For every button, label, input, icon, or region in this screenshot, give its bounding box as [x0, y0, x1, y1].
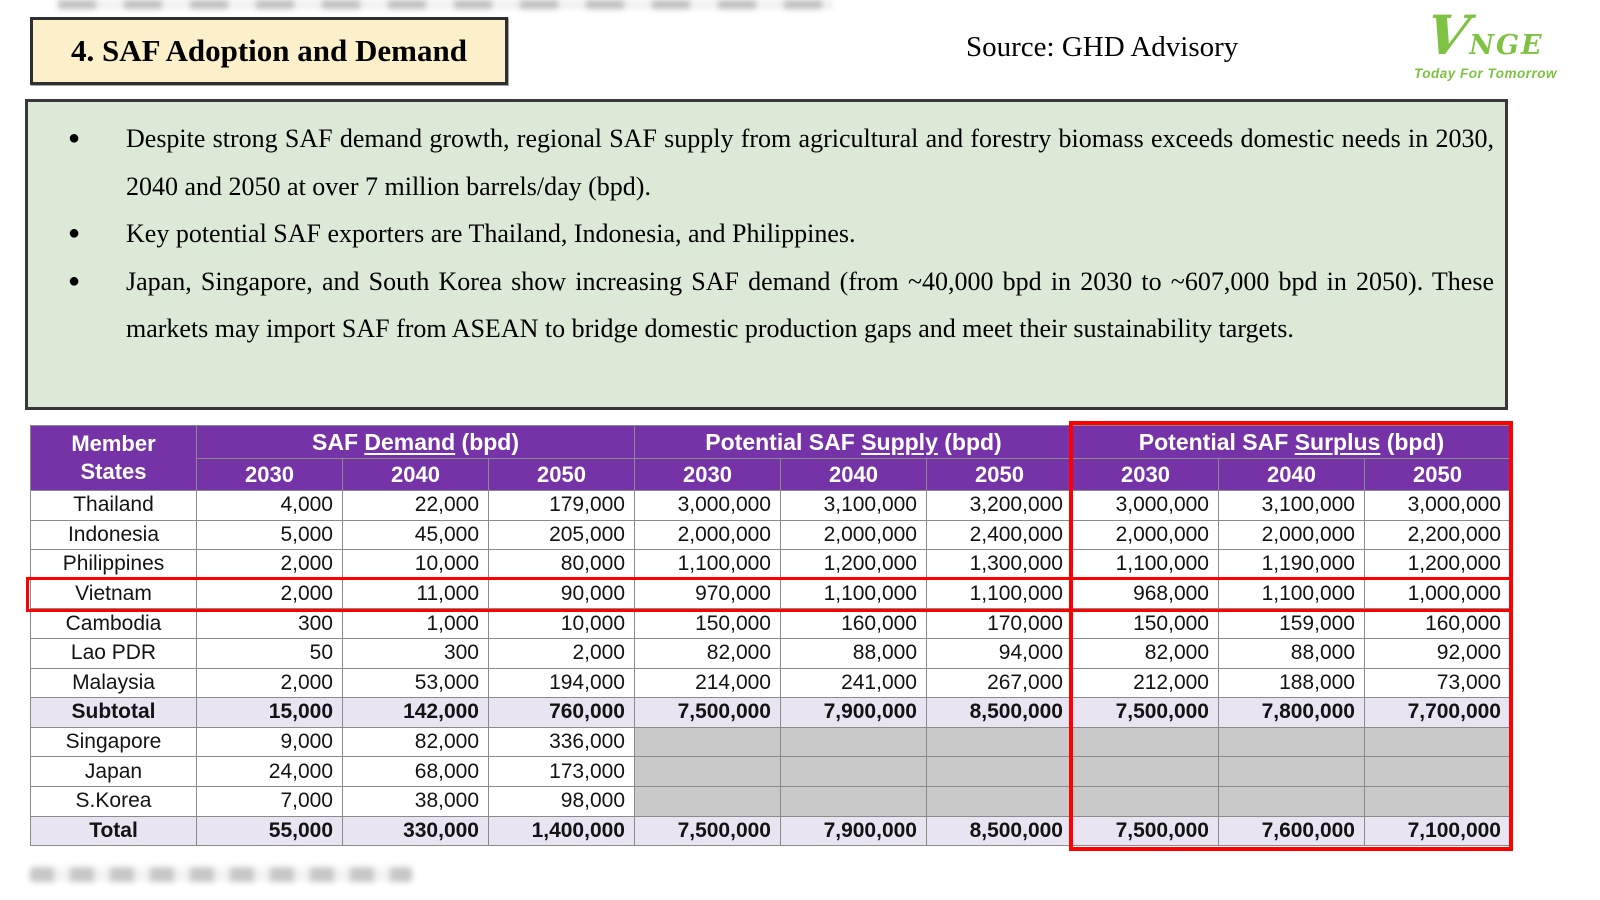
supply-value-cell: 3,200,000: [927, 491, 1073, 521]
col-header-year: 2040: [781, 459, 927, 491]
surplus-value-cell: 2,000,000: [1219, 520, 1365, 550]
surplus-value-cell: 159,000: [1219, 609, 1365, 639]
vnge-logo: [1413, 3, 1558, 81]
bullet-item: [28, 258, 1505, 353]
table-row-vietnam: [31, 579, 1511, 609]
table-row-indonesia: [31, 520, 1511, 550]
demand-value-cell: 10,000: [343, 550, 489, 580]
surplus-value-cell: 7,100,000: [1365, 816, 1511, 846]
bullet-text-import-markets: Japan, Singapore, and South Korea show increasing SAF demand (from ~40,000 bpd in 2030 to ~607,000 bpd in 2050). These markets may import SAF from ASEAN to bridge domestic production gaps and meet their sustainability targets.: [126, 266, 1494, 344]
surplus-value-cell: 7,800,000: [1219, 698, 1365, 728]
demand-value-cell: 7,000: [197, 786, 343, 816]
member-state-cell: Vietnam: [31, 579, 197, 609]
member-state-cell: Malaysia: [31, 668, 197, 698]
table-row-total: [31, 816, 1511, 846]
surplus-empty-cell: [1365, 727, 1511, 757]
surplus-empty-cell: [1219, 786, 1365, 816]
surplus-empty-cell: [1365, 757, 1511, 787]
supply-value-cell: 241,000: [781, 668, 927, 698]
surplus-value-cell: 160,000: [1365, 609, 1511, 639]
col-header-year: 2040: [343, 459, 489, 491]
col-header-year: 2030: [1073, 459, 1219, 491]
member-state-cell: S.Korea: [31, 786, 197, 816]
surplus-empty-cell: [1073, 727, 1219, 757]
demand-value-cell: 15,000: [197, 698, 343, 728]
member-state-cell: Lao PDR: [31, 638, 197, 668]
member-state-cell: Subtotal: [31, 698, 197, 728]
surplus-value-cell: 3,000,000: [1073, 491, 1219, 521]
supply-empty-cell: [781, 727, 927, 757]
supply-empty-cell: [781, 757, 927, 787]
surplus-empty-cell: [1219, 757, 1365, 787]
bullet-icon: ●: [68, 127, 81, 149]
supply-value-cell: 88,000: [781, 638, 927, 668]
table-body: [31, 491, 1511, 846]
table-row-malaysia: [31, 668, 1511, 698]
member-state-cell: Cambodia: [31, 609, 197, 639]
supply-value-cell: 3,000,000: [635, 491, 781, 521]
surplus-empty-cell: [1073, 786, 1219, 816]
col-group-potential-saf-surplus: Potential SAF Surplus (bpd): [1073, 426, 1511, 459]
table-row-japan: [31, 757, 1511, 787]
surplus-value-cell: 7,500,000: [1073, 816, 1219, 846]
logo-name-text: NGE: [1469, 30, 1544, 61]
demand-value-cell: 173,000: [489, 757, 635, 787]
member-state-cell: Japan: [31, 757, 197, 787]
demand-value-cell: 82,000: [343, 727, 489, 757]
demand-value-cell: 10,000: [489, 609, 635, 639]
logo-wordmark: [1413, 3, 1558, 67]
surplus-value-cell: 1,100,000: [1073, 550, 1219, 580]
demand-value-cell: 2,000: [197, 579, 343, 609]
surplus-value-cell: 188,000: [1219, 668, 1365, 698]
supply-value-cell: 8,500,000: [927, 816, 1073, 846]
member-header-line2: States: [80, 459, 147, 484]
surplus-value-cell: 7,500,000: [1073, 698, 1219, 728]
col-header-year: 2050: [1365, 459, 1511, 491]
source-text: Source: GHD Advisory: [966, 31, 1239, 63]
supply-value-cell: 150,000: [635, 609, 781, 639]
col-header-year: 2030: [635, 459, 781, 491]
surplus-value-cell: 1,190,000: [1219, 550, 1365, 580]
surplus-value-cell: 968,000: [1073, 579, 1219, 609]
demand-value-cell: 4,000: [197, 491, 343, 521]
supply-value-cell: 7,500,000: [635, 816, 781, 846]
demand-value-cell: 179,000: [489, 491, 635, 521]
bullet-item: [28, 210, 1505, 258]
surplus-empty-cell: [1365, 786, 1511, 816]
member-state-cell: Total: [31, 816, 197, 846]
supply-value-cell: 1,200,000: [781, 550, 927, 580]
bullet-item: [28, 115, 1505, 210]
demand-value-cell: 55,000: [197, 816, 343, 846]
bullet-text-key-exporters: Key potential SAF exporters are Thailand, Indonesia, and Philippines.: [126, 219, 856, 249]
demand-value-cell: 2,000: [197, 668, 343, 698]
member-state-cell: Singapore: [31, 727, 197, 757]
table-row-subtotal: [31, 698, 1511, 728]
col-group-potential-saf-supply: Potential SAF Supply (bpd): [635, 426, 1073, 459]
demand-value-cell: 68,000: [343, 757, 489, 787]
demand-value-cell: 1,400,000: [489, 816, 635, 846]
supply-value-cell: 160,000: [781, 609, 927, 639]
surplus-value-cell: 2,000,000: [1073, 520, 1219, 550]
supply-empty-cell: [927, 786, 1073, 816]
demand-value-cell: 38,000: [343, 786, 489, 816]
supply-value-cell: 3,100,000: [781, 491, 927, 521]
supply-value-cell: 7,900,000: [781, 816, 927, 846]
demand-value-cell: 9,000: [197, 727, 343, 757]
supply-value-cell: 970,000: [635, 579, 781, 609]
demand-value-cell: 22,000: [343, 491, 489, 521]
supply-value-cell: 7,900,000: [781, 698, 927, 728]
col-group-saf-demand: SAF Demand (bpd): [197, 426, 635, 459]
demand-value-cell: 90,000: [489, 579, 635, 609]
demand-value-cell: 2,000: [197, 550, 343, 580]
demand-value-cell: 194,000: [489, 668, 635, 698]
member-state-cell: Philippines: [31, 550, 197, 580]
col-header-year: 2050: [927, 459, 1073, 491]
surplus-value-cell: 7,600,000: [1219, 816, 1365, 846]
supply-empty-cell: [635, 727, 781, 757]
surplus-value-cell: 82,000: [1073, 638, 1219, 668]
surplus-empty-cell: [1219, 727, 1365, 757]
artifact-smudge-top: [58, 0, 833, 9]
supply-value-cell: 2,000,000: [781, 520, 927, 550]
demand-value-cell: 80,000: [489, 550, 635, 580]
supply-empty-cell: [635, 786, 781, 816]
member-header-line1: Member: [71, 431, 156, 456]
supply-value-cell: 1,100,000: [927, 579, 1073, 609]
table-row-cambodia: [31, 609, 1511, 639]
demand-value-cell: 1,000: [343, 609, 489, 639]
bullet-icon: ●: [68, 222, 81, 245]
logo-v-checkmark-icon: V: [1422, 3, 1474, 67]
surplus-value-cell: 3,100,000: [1219, 491, 1365, 521]
supply-value-cell: 214,000: [635, 668, 781, 698]
table-row-philippines: [31, 550, 1511, 580]
surplus-value-cell: 1,000,000: [1365, 579, 1511, 609]
demand-value-cell: 142,000: [343, 698, 489, 728]
col-header-member-states: [31, 426, 197, 491]
demand-value-cell: 45,000: [343, 520, 489, 550]
table-row-singapore: [31, 727, 1511, 757]
surplus-empty-cell: [1073, 757, 1219, 787]
supply-value-cell: 8,500,000: [927, 698, 1073, 728]
slide-title: 4. SAF Adoption and Demand: [71, 33, 467, 68]
saf-data-table: [30, 425, 1511, 846]
supply-value-cell: 2,000,000: [635, 520, 781, 550]
key-points-box: [25, 99, 1508, 410]
table-row-lao-pdr: [31, 638, 1511, 668]
demand-value-cell: 11,000: [343, 579, 489, 609]
demand-value-cell: 300: [197, 609, 343, 639]
group-header-row: [31, 426, 1511, 459]
supply-value-cell: 7,500,000: [635, 698, 781, 728]
supply-value-cell: 267,000: [927, 668, 1073, 698]
demand-value-cell: 2,000: [489, 638, 635, 668]
supply-value-cell: 2,400,000: [927, 520, 1073, 550]
col-header-year: 2040: [1219, 459, 1365, 491]
demand-value-cell: 53,000: [343, 668, 489, 698]
surplus-value-cell: 212,000: [1073, 668, 1219, 698]
demand-value-cell: 98,000: [489, 786, 635, 816]
surplus-value-cell: 150,000: [1073, 609, 1219, 639]
surplus-value-cell: 2,200,000: [1365, 520, 1511, 550]
demand-value-cell: 760,000: [489, 698, 635, 728]
col-header-year: 2030: [197, 459, 343, 491]
member-state-cell: Indonesia: [31, 520, 197, 550]
bullet-icon: ●: [68, 269, 81, 292]
artifact-smudge-bottom: [30, 867, 412, 882]
surplus-value-cell: 1,100,000: [1219, 579, 1365, 609]
surplus-value-cell: 1,200,000: [1365, 550, 1511, 580]
surplus-value-cell: 7,700,000: [1365, 698, 1511, 728]
demand-value-cell: 330,000: [343, 816, 489, 846]
surplus-value-cell: 88,000: [1219, 638, 1365, 668]
demand-value-cell: 336,000: [489, 727, 635, 757]
demand-value-cell: 300: [343, 638, 489, 668]
supply-value-cell: 94,000: [927, 638, 1073, 668]
supply-value-cell: 1,100,000: [781, 579, 927, 609]
surplus-value-cell: 92,000: [1365, 638, 1511, 668]
supply-value-cell: 1,100,000: [635, 550, 781, 580]
supply-empty-cell: [635, 757, 781, 787]
table-row-s-korea: [31, 786, 1511, 816]
demand-value-cell: 24,000: [197, 757, 343, 787]
member-state-cell: Thailand: [31, 491, 197, 521]
demand-value-cell: 205,000: [489, 520, 635, 550]
surplus-value-cell: 73,000: [1365, 668, 1511, 698]
slide-title-box: [30, 17, 508, 85]
surplus-value-cell: 3,000,000: [1365, 491, 1511, 521]
supply-value-cell: 82,000: [635, 638, 781, 668]
bullet-text-supply-exceeds-demand: Despite strong SAF demand growth, regional SAF supply from agricultural and forestry biomass exceeds domestic needs in 2030, 2040 and 2050 at over 7 million barrels/day (bpd).: [126, 124, 1494, 201]
supply-empty-cell: [927, 727, 1073, 757]
demand-value-cell: 5,000: [197, 520, 343, 550]
supply-empty-cell: [781, 786, 927, 816]
supply-value-cell: 170,000: [927, 609, 1073, 639]
logo-tagline: Today For Tomorrow: [1414, 66, 1557, 81]
supply-value-cell: 1,300,000: [927, 550, 1073, 580]
supply-empty-cell: [927, 757, 1073, 787]
demand-value-cell: 50: [197, 638, 343, 668]
table-row-thailand: [31, 491, 1511, 521]
year-header-row: [31, 459, 1511, 491]
col-header-year: 2050: [489, 459, 635, 491]
